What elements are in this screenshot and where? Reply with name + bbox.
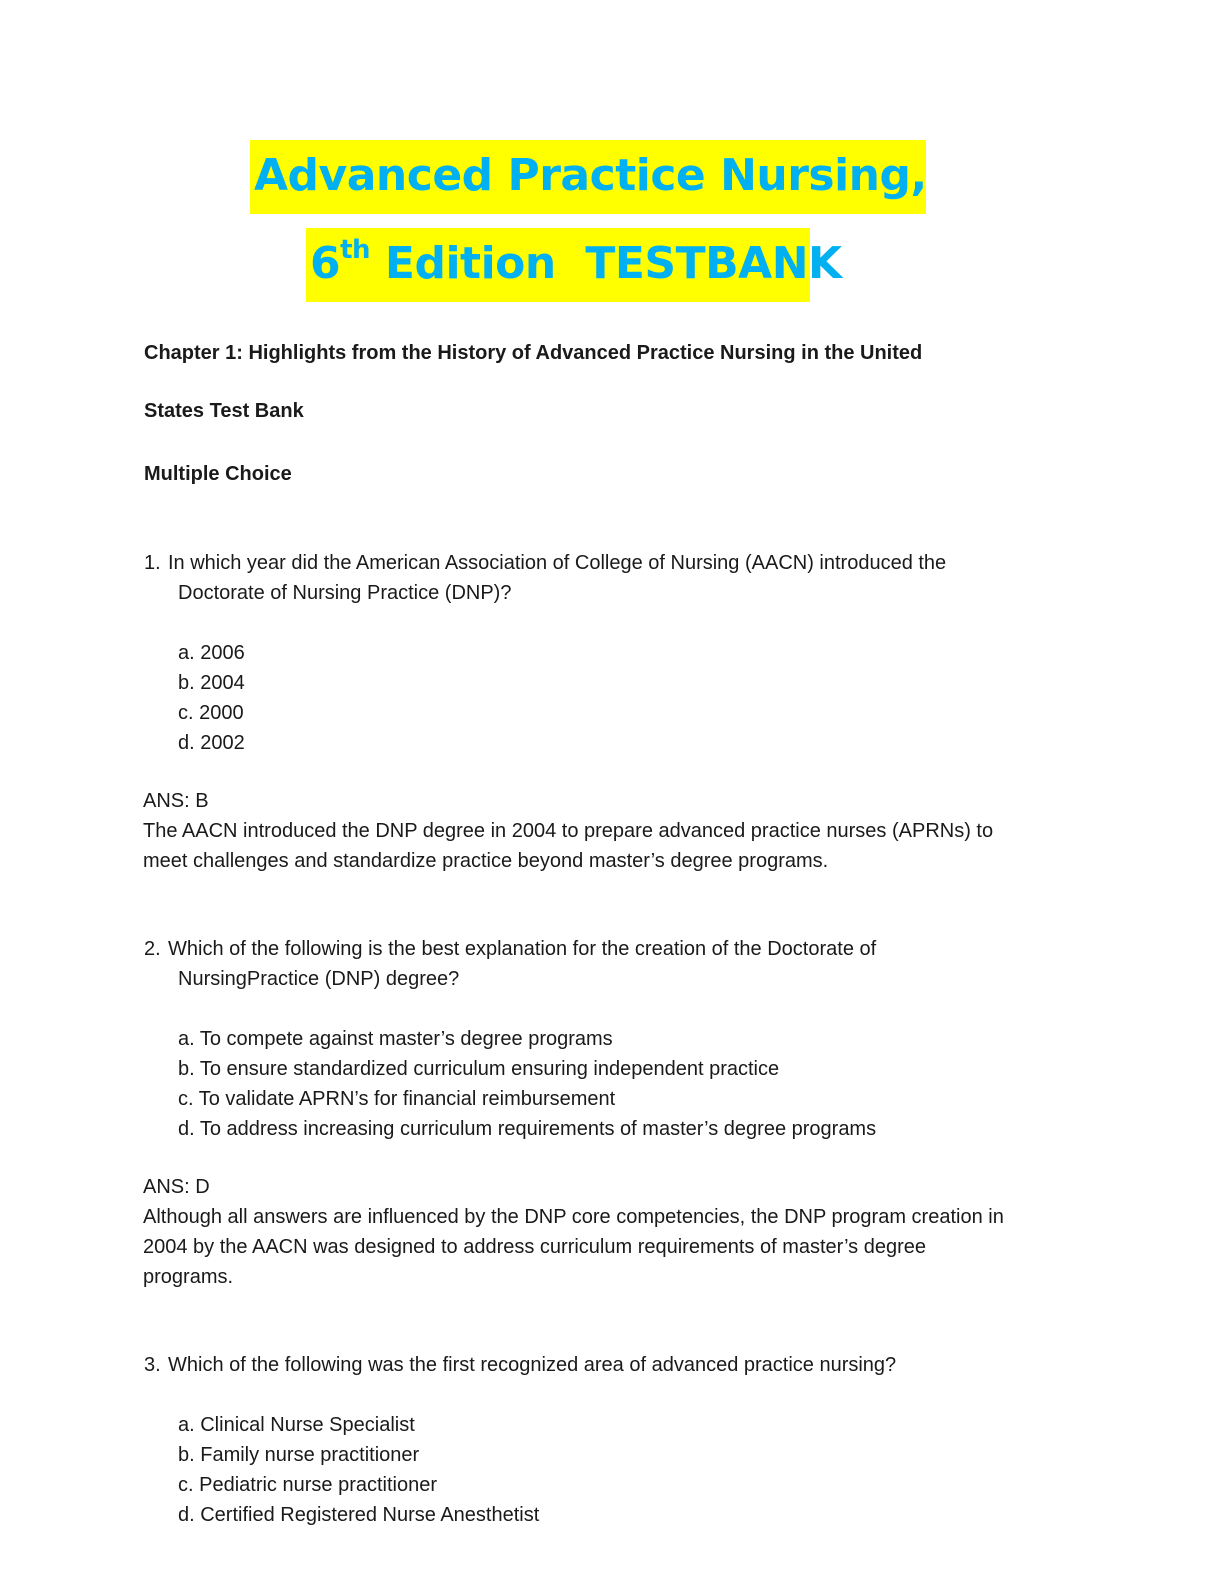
option-b: b. 2004 <box>178 672 245 694</box>
rationale-line: 2004 by the AACN was designed to address curriculum requirements of master’s degree <box>143 1236 926 1258</box>
option-a: a. Clinical Nurse Specialist <box>178 1414 415 1436</box>
question-number: 2. <box>144 938 161 960</box>
question-3-options <box>178 1410 539 1530</box>
question-3 <box>144 1350 1084 1380</box>
rationale-line: The AACN introduced the DNP degree in 2004 to prepare advanced practice nurses (APRNs) to <box>143 820 994 842</box>
title-edition-suffix: th <box>340 235 371 265</box>
question-1 <box>144 548 1084 608</box>
rationale-line: meet challenges and standardize practice beyond master’s degree programs. <box>143 850 829 872</box>
question-text: Which of the following was the first recognized area of advanced practice nursing? <box>168 1354 897 1376</box>
option-b: b. Family nurse practitioner <box>178 1444 420 1466</box>
option-a: a. To compete against master’s degree programs <box>178 1028 613 1050</box>
question-1-answer: ANS: B <box>143 790 209 812</box>
question-number: 1. <box>144 552 161 574</box>
question-1-options <box>178 638 245 758</box>
rationale-line: Although all answers are influenced by the DNP core competencies, the DNP program creation in <box>143 1206 1004 1228</box>
option-b: b. To ensure standardized curriculum ensuring independent practice <box>178 1058 780 1080</box>
title-text-2: Edition TESTBANK <box>370 238 842 289</box>
title-edition-number: 6 <box>310 238 341 289</box>
question-text-continued: Doctorate of Nursing Practice (DNP)? <box>178 582 512 604</box>
option-d: d. To address increasing curriculum requirements of master’s degree programs <box>178 1118 877 1140</box>
option-d: d. 2002 <box>178 732 245 754</box>
document-title-line-2 <box>306 228 842 302</box>
question-text: Which of the following is the best explanation for the creation of the Doctorate of <box>168 938 877 960</box>
question-2 <box>144 934 1084 994</box>
question-number: 3. <box>144 1354 161 1376</box>
chapter-heading-line-1: Chapter 1: Highlights from the History of Advanced Practice Nursing in the United <box>144 342 923 364</box>
question-2-answer: ANS: D <box>143 1176 210 1198</box>
section-heading: Multiple Choice <box>144 463 292 485</box>
question-1-rationale <box>143 816 1083 876</box>
option-c: c. 2000 <box>178 702 244 724</box>
title-text-1: Advanced Practice Nursing, <box>254 150 927 201</box>
document-title-line-1 <box>250 140 926 214</box>
question-text: In which year did the American Association of College of Nursing (AACN) introduced the <box>168 552 947 574</box>
option-c: c. To validate APRN’s for financial reimbursement <box>178 1088 616 1110</box>
option-c: c. Pediatric nurse practitioner <box>178 1474 438 1496</box>
option-d: d. Certified Registered Nurse Anesthetist <box>178 1504 540 1526</box>
rationale-line: programs. <box>143 1266 234 1288</box>
question-text-continued: NursingPractice (DNP) degree? <box>178 968 460 990</box>
question-2-rationale <box>143 1202 1083 1292</box>
option-a: a. 2006 <box>178 642 245 664</box>
chapter-heading-line-2: States Test Bank <box>144 400 304 422</box>
question-2-options <box>178 1024 876 1144</box>
